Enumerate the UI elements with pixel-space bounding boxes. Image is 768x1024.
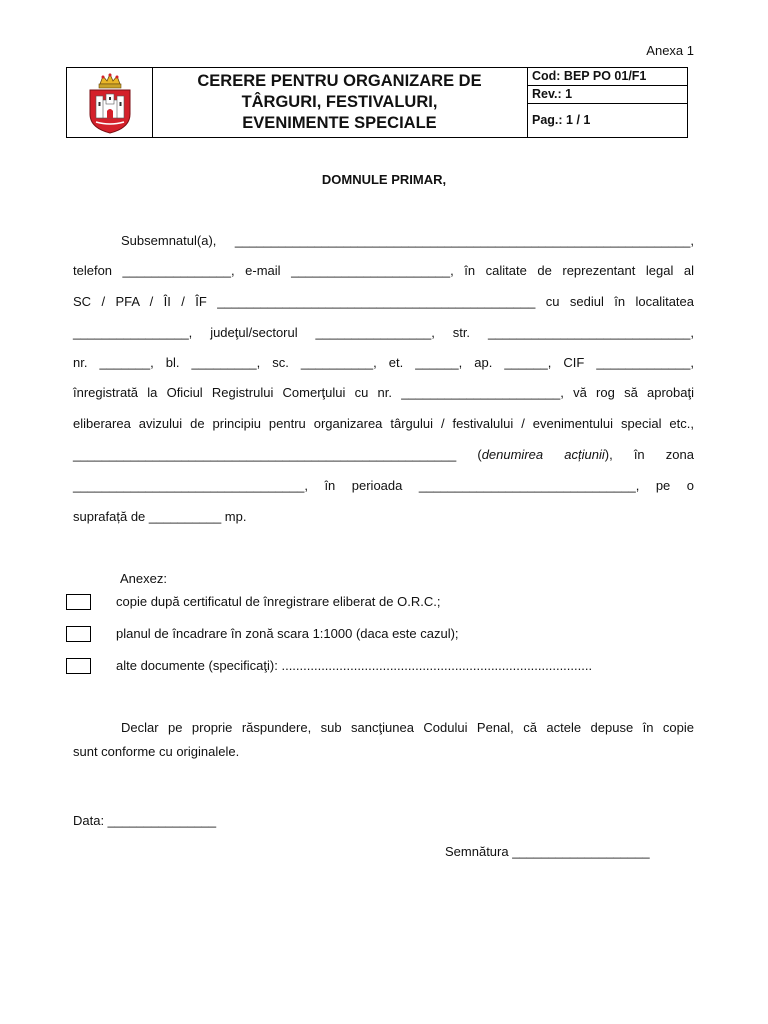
area-line[interactable]: suprafață de __________ mp.	[73, 509, 247, 524]
form-title: CERERE PENTRU ORGANIZARE DE TÂRGURI, FESTIVALURI, EVENIMENTE SPECIALE	[197, 72, 482, 132]
signature-field[interactable]: Semnătura ___________________	[445, 844, 650, 859]
document-page: Pag.: 1 / 1	[532, 113, 591, 127]
zone-label: ), în zona	[604, 447, 694, 462]
form-header-table	[66, 67, 688, 138]
address-details-line[interactable]: nr. _______, bl. _________, sc. __________, et. ______, ap. ______, CIF _____________,	[73, 355, 694, 370]
annex-title: Anexez:	[120, 571, 167, 586]
annex-item-label[interactable]: alte documente (specificaţi): ......................................................................................	[116, 658, 593, 673]
crown-icon	[99, 73, 121, 88]
crest-cell	[67, 68, 153, 137]
event-name-paren-open: (	[456, 447, 482, 462]
annex-checkbox[interactable]	[66, 626, 91, 642]
annex-item-label: planul de încadrare în zonă scara 1:1000 (daca este cazul);	[116, 626, 459, 641]
contact-line[interactable]: telefon _______________, e-mail ______________________, în calitate de reprezentant legal al	[73, 263, 694, 278]
registration-line[interactable]: înregistrată la Oficiul Registrului Comerţului cu nr. ______________________, vă rog să aprobaţi	[73, 385, 694, 400]
annex-item-label: copie după certificatul de înregistrare eliberat de O.R.C.;	[116, 594, 441, 609]
title-cell	[152, 68, 528, 137]
company-line[interactable]: SC / PFA / ÎI / ÎF ____________________________________________ cu sediul în localitatea	[73, 294, 694, 309]
zone-period-line[interactable]: ________________________________, în perioada ______________________________, pe o	[73, 478, 694, 493]
city-crest-icon	[80, 72, 140, 134]
document-meta-cell	[527, 68, 687, 137]
declaration-text-continued: sunt conforme cu originalele.	[73, 744, 240, 759]
annex-checkbox[interactable]	[66, 658, 91, 674]
document-revision: Rev.: 1	[527, 86, 687, 104]
document-code: Cod: BEP PO 01/F1	[527, 68, 687, 86]
address-line[interactable]: ________________, judeţul/sectorul ________________, str. ____________________________,	[73, 325, 694, 340]
request-line: eliberarea avizului de principiu pentru organizarea târgului / festivalului / evenimentului special etc.,	[73, 416, 694, 431]
annex-checkbox[interactable]	[66, 594, 91, 610]
declaration-text: Declar pe proprie răspundere, sub sancţiunea Codului Penal, că actele depuse în copie	[121, 720, 694, 735]
date-field[interactable]: Data: _______________	[73, 813, 217, 828]
applicant-name-line[interactable]: Subsemnatul(a), _______________________________________________________________,	[121, 233, 694, 248]
event-name-blank[interactable]: _____________________________________________________	[73, 447, 457, 462]
event-name-hint: denumirea acțiunii	[481, 447, 605, 462]
annex-number: Anexa 1	[646, 43, 694, 58]
salutation: DOMNULE PRIMAR,	[321, 172, 447, 187]
event-name-line[interactable]	[73, 447, 694, 463]
